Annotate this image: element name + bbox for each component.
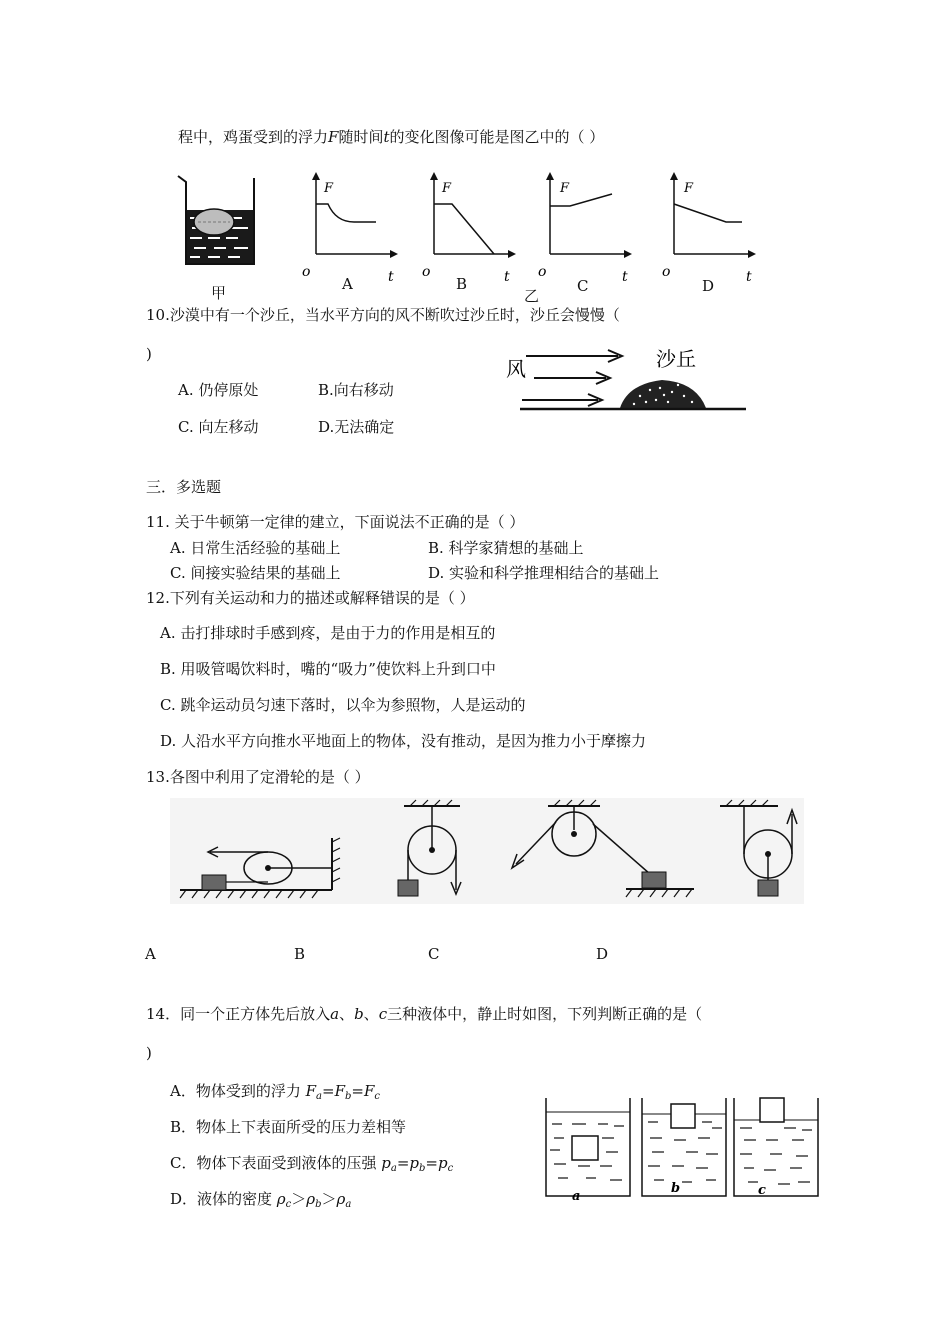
q11-option-b: B. 科学家猜想的基础上 [428, 539, 584, 557]
cube-in-a [572, 1136, 598, 1160]
q10-sand-dune-figure [500, 338, 752, 416]
q14-gt2: ＞ [321, 1190, 337, 1208]
q14-rho-b: ρ [306, 1190, 316, 1208]
q14-F-c: F [363, 1082, 375, 1100]
q12-option-a: A. 击打排球时手感到疼，是由于力的作用是相互的 [160, 624, 496, 642]
q9-graph-label-b: B [456, 275, 468, 293]
q14-option-d-text: D．液体的密度 [170, 1190, 277, 1208]
q14-eq1: = [322, 1082, 335, 1100]
q9-graph-d-y-label: F [684, 181, 694, 196]
q12-option-c: C. 跳伞运动员匀速下落时，以伞为参照物，人是运动的 [160, 696, 526, 714]
container-a-label: a [572, 1189, 581, 1204]
q9-graph-a-x-label: t [388, 269, 394, 282]
q14-eq4: = [425, 1154, 438, 1172]
q10-option-c: C. 向左移动 [178, 418, 259, 436]
q9-label-yi: 乙 [524, 287, 540, 305]
container-b [642, 1098, 726, 1196]
q9-beaker-figure [170, 168, 270, 280]
q9-graph-b [410, 170, 522, 282]
q14-containers-figure [540, 1094, 824, 1206]
q9-graph-c-y-label: F [560, 181, 570, 196]
q12-option-d: D. 人沿水平方向推水平地面上的物体，没有推动，是因为推力小于摩擦力 [160, 732, 647, 750]
q9-graph-a [292, 170, 404, 282]
q14-rho-a: ρ [336, 1190, 346, 1208]
q14-F-b: F [334, 1082, 345, 1100]
q9-graph-c [526, 170, 638, 282]
q14-eq2: = [351, 1082, 364, 1100]
q14-sep2: 、 [363, 1005, 379, 1023]
container-c-label: c [758, 1183, 766, 1198]
q14-stem [146, 1004, 702, 1024]
q9-graph-b-x-label: t [504, 269, 510, 282]
q11-stem: 11. 关于牛顿第一定律的建立，下面说法不正确的是（ ） [146, 513, 525, 531]
q10-option-b: B.向右移动 [318, 381, 394, 399]
q10-option-a: A. 仍停原处 [178, 381, 259, 399]
q14-option-b: B．物体上下表面所受的压力差相等 [170, 1118, 407, 1136]
q10-stem-cont: ) [146, 345, 152, 363]
q13-label-a: A [145, 945, 156, 963]
q9-stem-line [178, 127, 604, 147]
q9-graph-c-x-label: t [622, 269, 628, 282]
q14-stem-cont: ) [146, 1044, 152, 1062]
q9-graph-c-origin: o [538, 264, 547, 280]
q14-var-b: b [354, 1005, 364, 1023]
q14-p-b: p [409, 1154, 420, 1172]
cube-in-b [671, 1104, 695, 1128]
q9-text-mid: 随时间 [338, 128, 384, 146]
q9-graph-d [650, 170, 762, 282]
q14-option-a-text: A．物体受到的浮力 [170, 1082, 306, 1100]
q12-stem: 12.下列有关运动和力的描述或解释错误的是（ ） [146, 589, 475, 607]
q14-var-a: a [330, 1005, 340, 1023]
container-a [546, 1098, 630, 1204]
q14-p-sub-b: b [419, 1163, 426, 1174]
q10-option-d: D.无法确定 [318, 418, 395, 436]
section3-title: 三．多选题 [146, 478, 222, 496]
q14-gt1: ＞ [291, 1190, 307, 1208]
q13-stem: 13.各图中利用了定滑轮的是（ ） [146, 768, 370, 786]
q14-rho-sub-a: a [345, 1199, 352, 1210]
q11-option-d: D. 实验和科学推理相结合的基础上 [428, 564, 660, 582]
q14-rho-c: ρ [276, 1190, 286, 1208]
q13-pulley-figure [170, 798, 804, 904]
q9-graph-label-a: A [342, 275, 353, 293]
q9-var-F: F [328, 128, 339, 146]
q14-eq3: = [396, 1154, 410, 1172]
cube-in-c [760, 1098, 784, 1122]
q9-graph-b-y-label: F [442, 181, 452, 196]
q9-graph-a-origin: o [302, 264, 311, 280]
q9-var-t: t [383, 128, 390, 146]
q9-graph-d-x-label: t [746, 269, 752, 282]
wind-label: 风 [506, 357, 526, 381]
q14-rho-sub-c: c [285, 1199, 292, 1210]
q14-F-sub-c: c [374, 1091, 381, 1102]
q9-graph-label-d: D [702, 277, 715, 295]
q9-graph-a-y-label: F [324, 181, 334, 196]
q14-option-a [170, 1081, 380, 1107]
q14-var-c: c [378, 1005, 388, 1023]
q10-stem: 10.沙漠中有一个沙丘，当水平方向的风不断吹过沙丘时，沙丘会慢慢（ [146, 306, 620, 324]
q9-label-jia: 甲 [211, 284, 227, 302]
q13-label-c: C [428, 945, 440, 963]
q14-p-c: p [438, 1154, 448, 1172]
q14-sep1: 、 [339, 1005, 355, 1023]
q14-option-c-text: C．物体下表面受到液体的压强 [170, 1154, 382, 1172]
container-b-label: b [671, 1181, 681, 1196]
q14-p-a: p [381, 1154, 391, 1172]
q14-p-sub-c: c [447, 1163, 454, 1174]
q12-option-b: B. 用吸管喝饮料时，嘴的“吸力”使饮料上升到口中 [160, 660, 496, 678]
q9-text-pre: 程中，鸡蛋受到的浮力 [178, 128, 329, 146]
q14-stem-pre: 14．同一个正方体先后放入 [146, 1005, 331, 1023]
q11-option-c: C. 间接实验结果的基础上 [170, 564, 341, 582]
q14-F-sub-b: b [345, 1091, 352, 1102]
q14-option-d [170, 1189, 351, 1215]
q13-label-d: D [596, 945, 609, 963]
q14-option-c [170, 1153, 453, 1179]
q13-label-b: B [294, 945, 306, 963]
q14-p-sub-a: a [390, 1163, 397, 1174]
q9-graph-b-origin: o [422, 264, 431, 280]
q14-F-a: F [305, 1082, 317, 1100]
q9-graph-d-origin: o [662, 264, 671, 280]
q14-F-sub-a: a [316, 1091, 322, 1102]
container-c [734, 1098, 818, 1198]
q9-graph-label-c: C [577, 277, 589, 295]
q14-stem-post: 三种液体中，静止时如图，下列判断正确的是（ [387, 1005, 703, 1023]
q9-text-post: 的变化图像可能是图乙中的（ ） [389, 128, 605, 146]
dune-label: 沙丘 [656, 347, 696, 371]
q11-option-a: A. 日常生活经验的基础上 [170, 539, 341, 557]
q14-rho-sub-b: b [315, 1199, 322, 1210]
